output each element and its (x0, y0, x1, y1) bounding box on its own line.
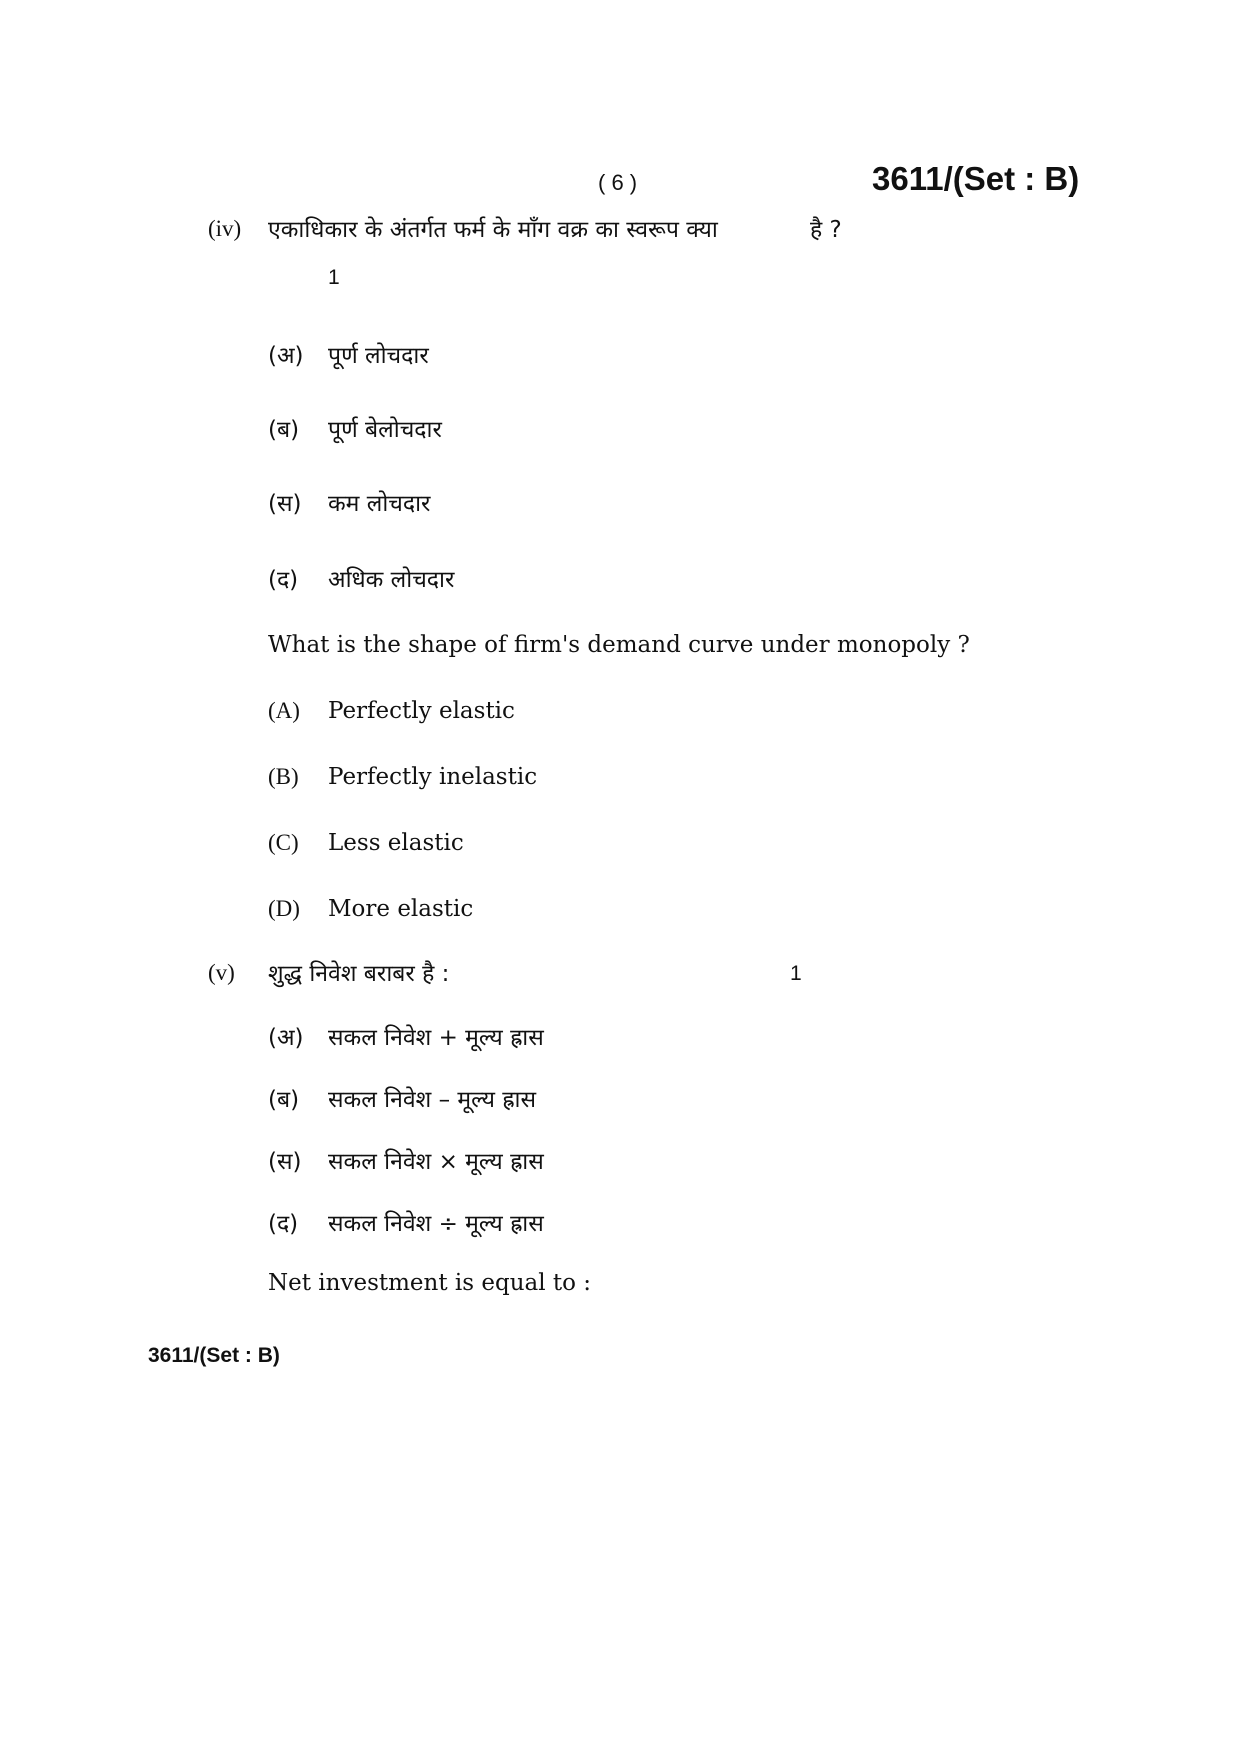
question-number: (v) (208, 960, 235, 985)
option-text: कम लोचदार (328, 491, 431, 517)
option-text: सकल निवेश + मूल्य ह्रास (328, 1025, 544, 1051)
option-label: (ब) (268, 1087, 300, 1113)
option-label: (अ) (268, 343, 304, 369)
option-text: More elastic (328, 896, 474, 922)
question-text-hindi-tail: है ? (810, 217, 842, 243)
set-code-header: 3611/(Set : B) (872, 160, 1080, 197)
marks: 1 (328, 266, 340, 289)
option-text: Less elastic (328, 830, 464, 856)
marks: 1 (790, 962, 802, 985)
page-number: ( 6 ) (598, 170, 638, 195)
question-text-english: What is the shape of firm's demand curve under monopoly ? (268, 632, 970, 658)
option-label: (द) (268, 1211, 299, 1237)
option-text: पूर्ण लोचदार (328, 343, 429, 369)
option-text: Perfectly inelastic (328, 764, 538, 790)
question-text-english: Net investment is equal to : (268, 1270, 592, 1296)
option-text: अधिक लोचदार (328, 567, 455, 593)
option-text: पूर्ण बेलोचदार (328, 417, 442, 443)
question-text-hindi: शुद्ध निवेश बराबर है : (268, 961, 450, 987)
option-label: (A) (268, 698, 300, 723)
option-label: (स) (268, 1149, 302, 1175)
option-label: (अ) (268, 1025, 304, 1051)
question-number: (iv) (208, 216, 242, 241)
option-text: सकल निवेश ÷ मूल्य ह्रास (328, 1211, 544, 1237)
question-text-hindi: एकाधिकार के अंतर्गत फर्म के माँग वक्र का स्वरूप क्या (268, 217, 718, 243)
option-label: (D) (268, 896, 300, 921)
option-text: Perfectly elastic (328, 698, 515, 724)
option-label: (B) (268, 764, 299, 789)
option-label: (स) (268, 491, 302, 517)
option-text: सकल निवेश × मूल्य ह्रास (328, 1149, 544, 1175)
option-label: (ब) (268, 417, 300, 443)
set-code-footer: 3611/(Set : B) (148, 1344, 280, 1367)
option-label: (C) (268, 830, 299, 855)
option-text: सकल निवेश – मूल्य ह्रास (328, 1087, 537, 1113)
option-label: (द) (268, 567, 299, 593)
